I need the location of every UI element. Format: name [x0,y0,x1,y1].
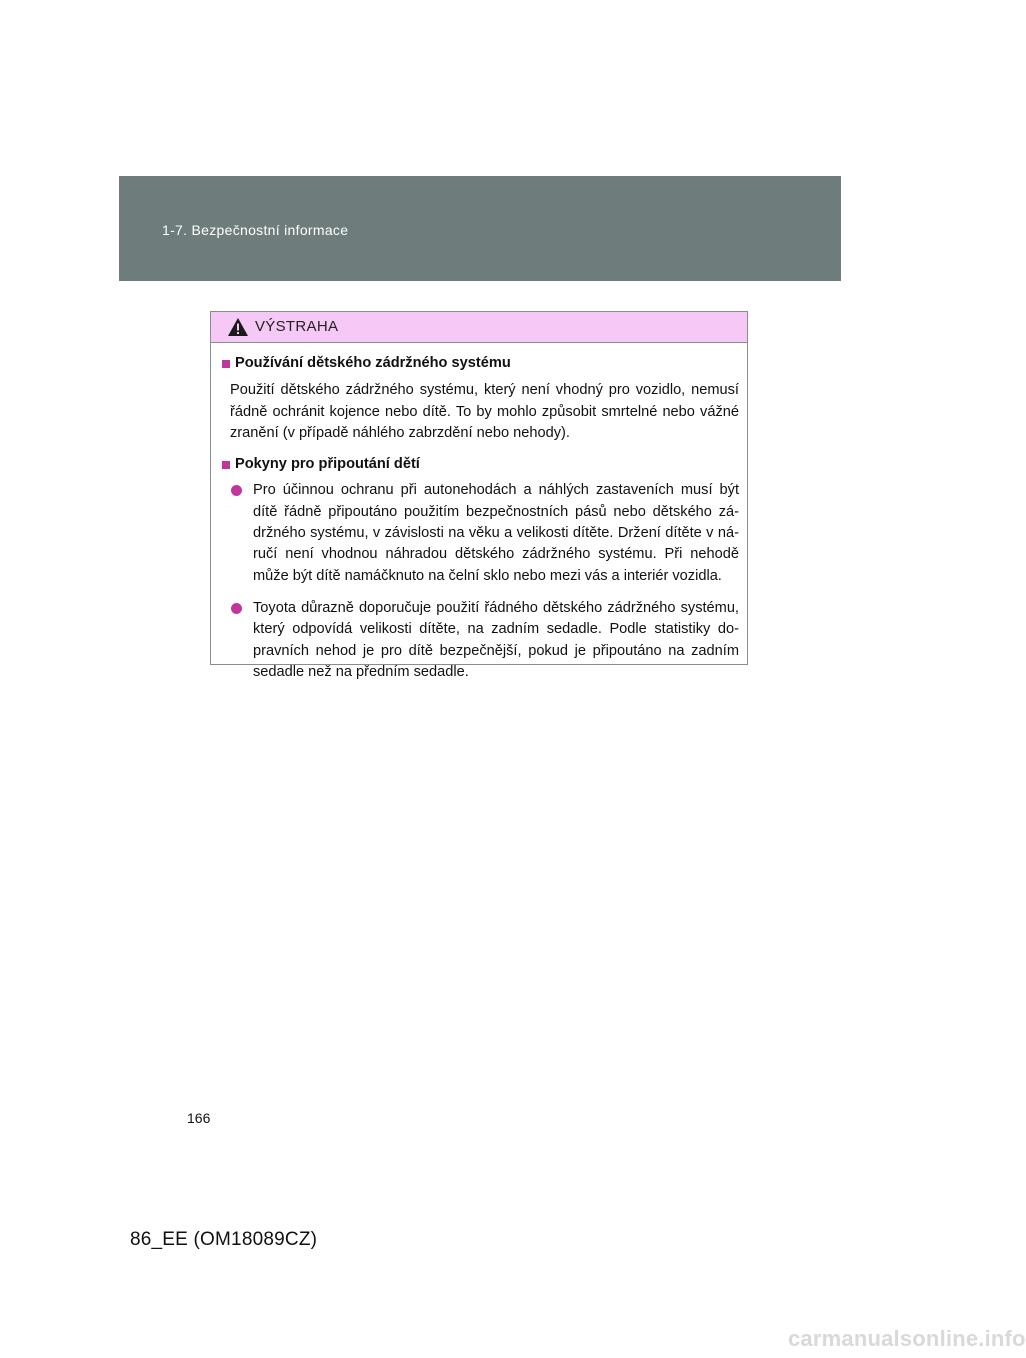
section-paragraph: Použití dětského zádržného systému, který není vhodný pro vozidlo, nemusí řádně ochránit kojence nebo dítě. To by mohlo způsobit smrtelné nebo vážné zranění (v případě náhlého zabrzdění nebo nehody). [230,382,739,441]
watermark: carmanualsonline.info [788,1326,1026,1351]
section-heading-child-fastening [222,454,739,475]
square-bullet-icon [222,461,230,469]
section-title: 1-7. Bezpečnostní informace [162,222,349,238]
bullet-text: Toyota důrazně doporučuje použití řádného dětského zádržného systému, který odpovídá velikosti dítěte, na zadním sedadle. Podle statistiky dopravních nehod je pro dítě bezpečnější, pokud je připoutáno na zadním sedadle než na předním sedadle. [253,599,739,680]
section-heading-text: Pokyny pro připoutání dětí [235,456,420,473]
warning-triangle-icon [227,317,249,337]
section-heading-text: Používání dětského zádržného systému [235,355,511,371]
section-heading-child-restraint [222,353,739,374]
chapter-header-band [119,176,841,281]
warning-header [211,312,747,343]
warning-box [210,311,748,680]
document-code: 86_EE (OM18089CZ) [130,1229,318,1250]
circle-bullet-icon [231,485,242,496]
circle-bullet-icon [231,603,242,614]
warning-body [211,343,747,683]
square-bullet-icon [222,360,230,368]
bullet-item [222,480,739,586]
page-number: 166 [187,1110,211,1126]
bullet-text: Pro účinnou ochranu při autonehodách a náhlých zastaveních musí být dítě řádně připoutáno použitím bezpečnostních pásů nebo dětského zádržného systému, v závislosti na věku a velikosti dítěte. Držení dítěte v náručí není vhodnou náhradou dětského zádržného systému. Při nehodě může být dítě namáčknuto na čelní sklo nebo mezi vás a interiér vozidla. [253,482,739,584]
warning-label: VÝSTRAHA [255,318,339,335]
bullet-item [222,598,739,683]
